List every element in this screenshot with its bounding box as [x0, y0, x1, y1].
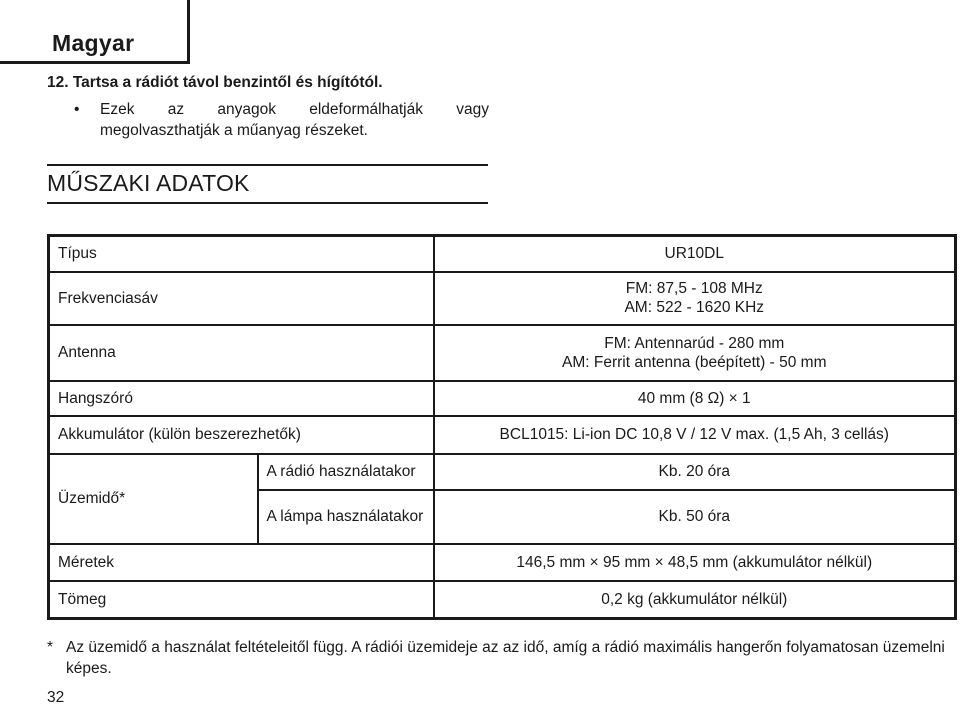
table-row: [49, 236, 956, 272]
table-row: [49, 581, 956, 619]
page-number: 32: [47, 689, 65, 706]
language-label: Magyar: [52, 30, 135, 56]
safety-item-12: 12. Tartsa a rádiót távol benzintől és hígítótól.: [47, 74, 383, 91]
table-row: [49, 325, 956, 381]
spec-table: [47, 234, 957, 620]
antenna-value: [434, 325, 956, 381]
speaker-label: Hangszóró: [49, 381, 434, 416]
runtime-lamp-value: Kb. 50 óra: [434, 490, 956, 544]
runtime-radio-label: A rádió használatakor: [258, 454, 434, 490]
speaker-value: 40 mm (8 Ω) × 1: [434, 381, 956, 416]
runtime-lamp-label: A lámpa használatakor: [258, 490, 434, 544]
runtime-label: Üzemidő*: [49, 454, 258, 544]
dimensions-value: 146,5 mm × 95 mm × 48,5 mm (akkumulátor nélkül): [434, 544, 956, 581]
type-value: UR10DL: [434, 236, 956, 272]
footnote-text: Az üzemidő a használat feltételeitől függ. A rádiói üzemideje az az idő, amíg a rádió maximális hangerőn folyamatosan üzemelni képes.: [66, 639, 945, 677]
footnote: [47, 637, 952, 679]
battery-value: BCL1015: Li-ion DC 10,8 V / 12 V max. (1,5 Ah, 3 cellás): [434, 416, 956, 454]
table-row: [49, 416, 956, 454]
footnote-symbol: *: [47, 639, 54, 656]
freq-fm: FM: 87,5 - 108 MHz: [625, 280, 763, 297]
bullet-text: Ezek az anyagok eldeformálhatják vagy megolvaszthatják a műanyag részeket.: [100, 101, 489, 139]
language-tab: [0, 0, 190, 64]
freq-value: [434, 272, 956, 325]
table-row: [49, 381, 956, 416]
title-rule-bottom: [47, 202, 488, 204]
table-row: [49, 544, 956, 581]
bullet-symbol: •: [74, 101, 80, 118]
freq-label: Frekvenciasáv: [49, 272, 434, 325]
antenna-fm: FM: Antennarúd - 280 mm: [604, 334, 785, 352]
antenna-am: AM: Ferrit antenna (beépített) - 50 mm: [562, 353, 827, 371]
battery-label: Akkumulátor (külön beszerezhetők): [49, 416, 434, 454]
weight-label: Tömeg: [49, 581, 434, 619]
safety-bullet: [74, 99, 489, 141]
dimensions-label: Méretek: [49, 544, 434, 581]
type-label: Típus: [49, 236, 434, 272]
table-row: [49, 454, 956, 490]
title-rule-top: [47, 164, 488, 166]
runtime-radio-value: Kb. 20 óra: [434, 454, 956, 490]
section-title: MŰSZAKI ADATOK: [47, 170, 250, 196]
weight-value: 0,2 kg (akkumulátor nélkül): [434, 581, 956, 619]
antenna-label: Antenna: [49, 325, 434, 381]
freq-am: AM: 522 - 1620 KHz: [624, 299, 765, 316]
table-row: [49, 272, 956, 325]
